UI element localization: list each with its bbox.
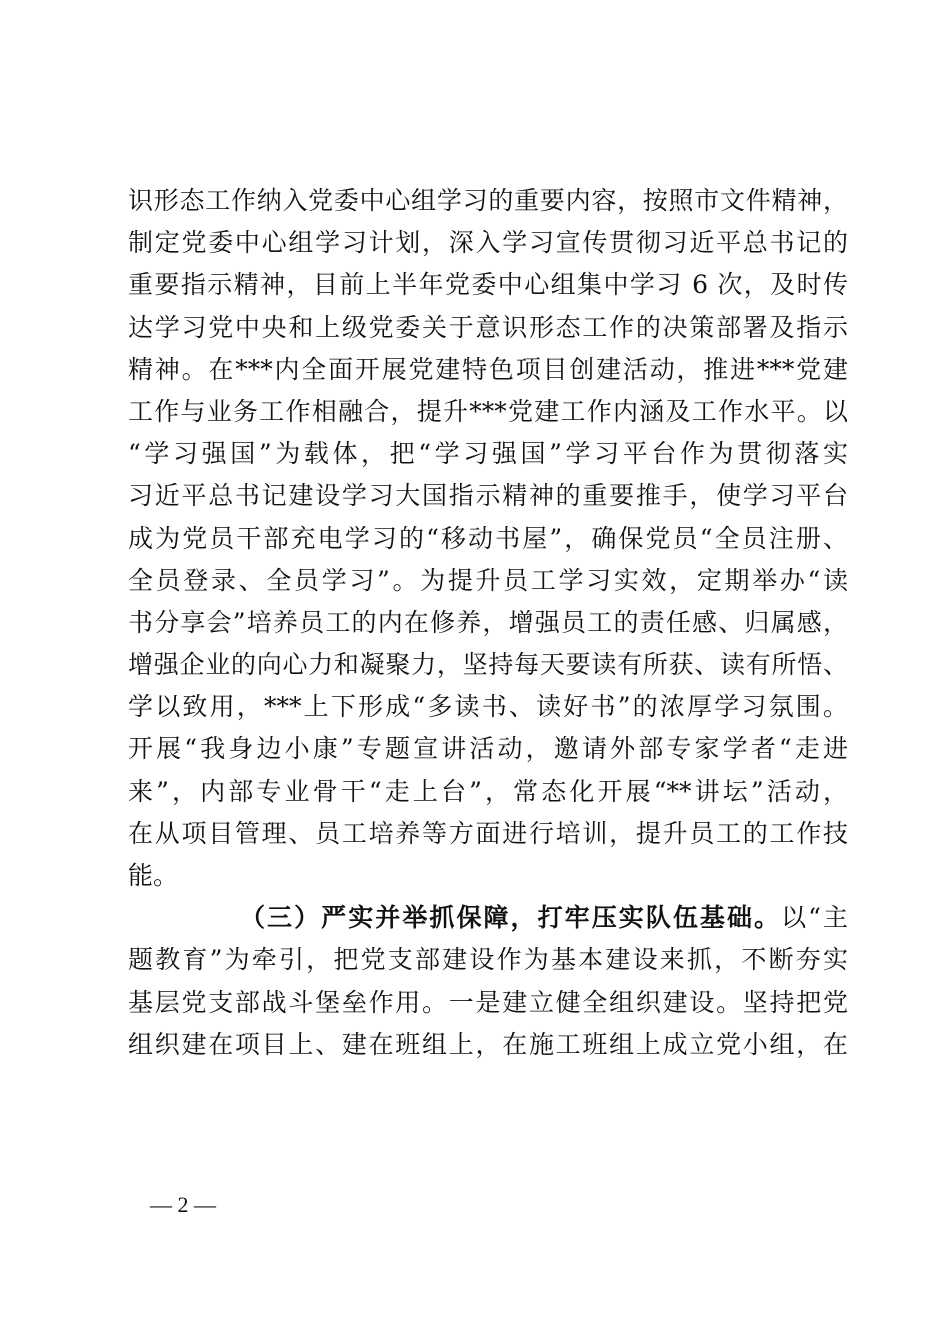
section-heading-line [128, 897, 848, 939]
text-line: 成为党员干部充电学习的“移动书屋”，确保党员“全员注册、 [128, 523, 848, 553]
body-text [128, 180, 848, 1066]
text-line: 重要指示精神，目前上半年党委中心组集中学习 6 次，及时传 [128, 270, 848, 300]
text-line: 书分享会”培养员工的内在修养，增强员工的责任感、归属感， [128, 607, 848, 637]
text-line: 来”，内部专业骨干“走上台”，常态化开展“**讲坛”活动， [128, 776, 848, 806]
text-line: 开展“我身边小康”专题宣讲活动，邀请外部专家学者“走进 [128, 734, 848, 764]
text-line: 精神。在***内全面开展党建特色项目创建活动，推进***党建 [128, 354, 848, 384]
text-line: 组织建在项目上、建在班组上，在施工班组上成立党小组，在 [128, 1029, 848, 1059]
text-line: 工作与业务工作相融合，提升***党建工作内涵及工作水平。以 [128, 396, 848, 426]
text-line: 全员登录、全员学习”。为提升员工学习实效，定期举办“读 [128, 565, 848, 595]
text-line: 能。 [128, 861, 179, 890]
text-line: 学以致用，***上下形成“多读书、读好书”的浓厚学习氛围。 [128, 692, 848, 722]
text-line: 在从项目管理、员工培养等方面进行培训，提升员工的工作技 [128, 818, 848, 848]
text-line: 识形态工作纳入党委中心组学习的重要内容，按照市文件精神， [128, 186, 848, 215]
text-line: 达学习党中央和上级党委关于意识形态工作的决策部署及指示 [128, 312, 848, 342]
text-line: 增强企业的向心力和凝聚力，坚持每天要读有所获、读有所悟、 [128, 650, 848, 680]
text-line: “学习强国”为载体，把“学习强国”学习平台作为贯彻落实 [128, 439, 848, 469]
page-number: — 2 — [150, 1192, 216, 1217]
section-heading: （三）严实并举抓保障，打牢压实队伍基础。 [240, 903, 782, 933]
text-line: 基层党支部战斗堡垒作用。一是建立健全组织建设。坚持把党 [128, 987, 848, 1017]
section-heading-continuation: 以“主 [781, 903, 848, 933]
text-line: 制定党委中心组学习计划，深入学习宣传贯彻习近平总书记的 [128, 228, 848, 258]
text-line: 题教育”为牵引，把党支部建设作为基本建设来抓，不断夯实 [128, 945, 848, 975]
text-line: 习近平总书记建设学习大国指示精神的重要推手，使学习平台 [128, 481, 848, 511]
